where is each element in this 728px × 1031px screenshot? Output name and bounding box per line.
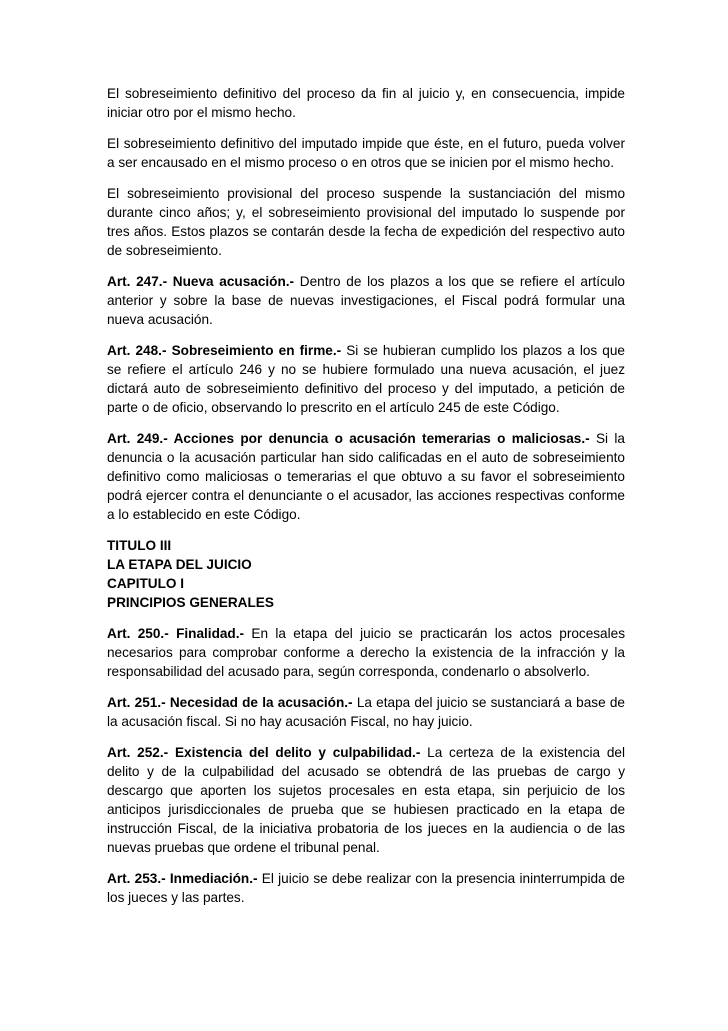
article-lead: Art. 248.- Sobreseimiento en firme.- [107, 343, 342, 358]
paragraph-sobreseimiento-definitivo-proceso [107, 84, 625, 122]
paragraph-body: El sobreseimiento provisional del proceso suspende la sustanciación del mismo durante cinco años; y, el sobreseimiento provisional del imputado lo suspende por tres años. Estos plazos se contarán desde la fecha de expedición del respectivo auto de sobreseimiento. [107, 186, 625, 258]
article-253 [107, 869, 625, 907]
paragraph-body: El sobreseimiento definitivo del proceso da fin al juicio y, en consecuencia, impide iniciar otro por el mismo hecho. [107, 86, 625, 120]
heading-titulo: TITULO III [107, 538, 172, 553]
article-251 [107, 693, 625, 731]
heading-capitulo: CAPITULO I [107, 576, 185, 591]
paragraph-sobreseimiento-provisional [107, 184, 625, 260]
heading-etapa: LA ETAPA DEL JUICIO [107, 557, 252, 572]
article-body: La certeza de la existencia del delito y de la culpabilidad del acusado se obtendrá de las pruebas de cargo y descargo que aporten los sujetos procesales en esta etapa, sin perjuicio de los anticipos jurisdiccionales de prueba que se hubiesen practicado en la etapa de instrucción Fiscal, de la iniciativa probatoria de los jueces en la audiencia o de las nuevas pruebas que ordene el tribunal penal. [107, 745, 625, 855]
article-250 [107, 624, 625, 681]
article-body: El juicio se debe realizar con la presencia ininterrumpida de los jueces y las partes. [107, 871, 625, 905]
article-248 [107, 341, 625, 417]
article-body: Si la denuncia o la acusación particular han sido calificadas en el auto de sobreseimiento definitivo como maliciosas o temerarias el que obtuvo a su favor el sobreseimiento podrá ejercer contra el denunciante o el acusador, las acciones respectivas conforme a lo establecido en este Código. [107, 431, 625, 522]
heading-principios: PRINCIPIOS GENERALES [107, 595, 274, 610]
section-heading [107, 536, 625, 612]
article-247 [107, 272, 625, 329]
article-body: Si se hubieran cumplido los plazos a los que se refiere el artículo 246 y no se hubiere formulado una nueva acusación, el juez dictará auto de sobreseimiento definitivo del proceso y del imputado, a petición de parte o de oficio, observando lo prescrito en el artículo 245 de este Código. [107, 343, 625, 415]
article-lead: Art. 251.- Necesidad de la acusación.- [107, 695, 353, 710]
article-lead: Art. 252.- Existencia del delito y culpabilidad.- [107, 745, 421, 760]
paragraph-body: El sobreseimiento definitivo del imputado impide que éste, en el futuro, pueda volver a ser encausado en el mismo proceso o en otros que se inicien por el mismo hecho. [107, 136, 625, 170]
article-249 [107, 429, 625, 524]
article-lead: Art. 253.- Inmediación.- [107, 871, 258, 886]
paragraph-sobreseimiento-definitivo-imputado [107, 134, 625, 172]
article-lead: Art. 247.- Nueva acusación.- [107, 274, 295, 289]
article-lead: Art. 249.- Acciones por denuncia o acusación temerarias o maliciosas.- [107, 431, 590, 446]
article-lead: Art. 250.- Finalidad.- [107, 626, 245, 641]
document-page [107, 84, 625, 919]
article-body: La etapa del juicio se sustanciará a base de la acusación fiscal. Si no hay acusación Fiscal, no hay juicio. [107, 695, 625, 729]
article-body: En la etapa del juicio se practicarán los actos procesales necesarios para comprobar conforme a derecho la existencia de la infracción y la responsabilidad del acusado para, según corresponda, condenarlo o absolverlo. [107, 626, 625, 679]
article-body: Dentro de los plazos a los que se refiere el artículo anterior y sobre la base de nuevas investigaciones, el Fiscal podrá formular una nueva acusación. [107, 274, 625, 327]
article-252 [107, 743, 625, 857]
